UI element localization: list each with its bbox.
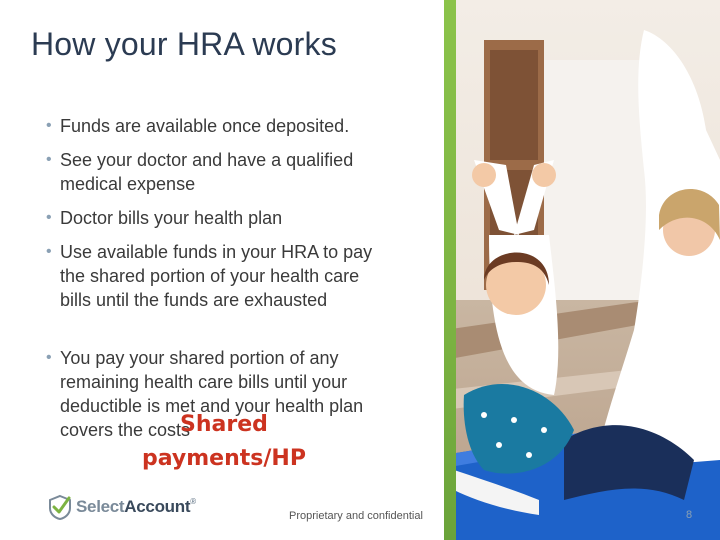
checkmark-icon <box>48 494 72 520</box>
slide-title: How your HRA works <box>31 26 337 62</box>
confidential-notice: Proprietary and confidential <box>289 510 423 522</box>
green-accent-band <box>444 0 456 540</box>
company-logo <box>48 494 196 520</box>
overlay-line-1: Shared <box>180 412 268 437</box>
shared-payments-label <box>142 408 322 476</box>
bullet-text: Use available funds in your HRA to pay the shared portion of your health care bills until the funds are exhausted <box>60 242 373 310</box>
bullet-marker: • <box>46 243 52 260</box>
logo-word-account: Account <box>124 497 191 516</box>
bullet-text: Funds are available once deposited. <box>60 116 350 136</box>
yoga-photo <box>444 0 720 540</box>
bullet-marker: • <box>46 209 52 226</box>
logo-word-select: Select <box>76 497 125 516</box>
logo-trademark: ® <box>190 497 196 506</box>
bullet-marker: • <box>46 117 52 134</box>
bullet-text: See your doctor and have a qualified medical expense <box>60 150 354 194</box>
logo-wordmark <box>76 497 196 517</box>
bullet-item <box>46 206 282 230</box>
bullet-marker: • <box>46 349 52 366</box>
bullet-item <box>46 148 376 196</box>
bullet-text: You pay your shared portion of any remaining health care bills until your deductible is met and your health plan covers the costs <box>60 348 364 440</box>
bullet-text: Doctor bills your health plan <box>60 208 283 228</box>
overlay-line-2: payments/HP <box>142 446 306 471</box>
page-number: 8 <box>686 509 693 521</box>
bullet-marker: • <box>46 151 52 168</box>
yoga-photo-illustration <box>444 0 720 540</box>
bullet-item <box>46 240 381 312</box>
bullet-item <box>46 114 349 138</box>
